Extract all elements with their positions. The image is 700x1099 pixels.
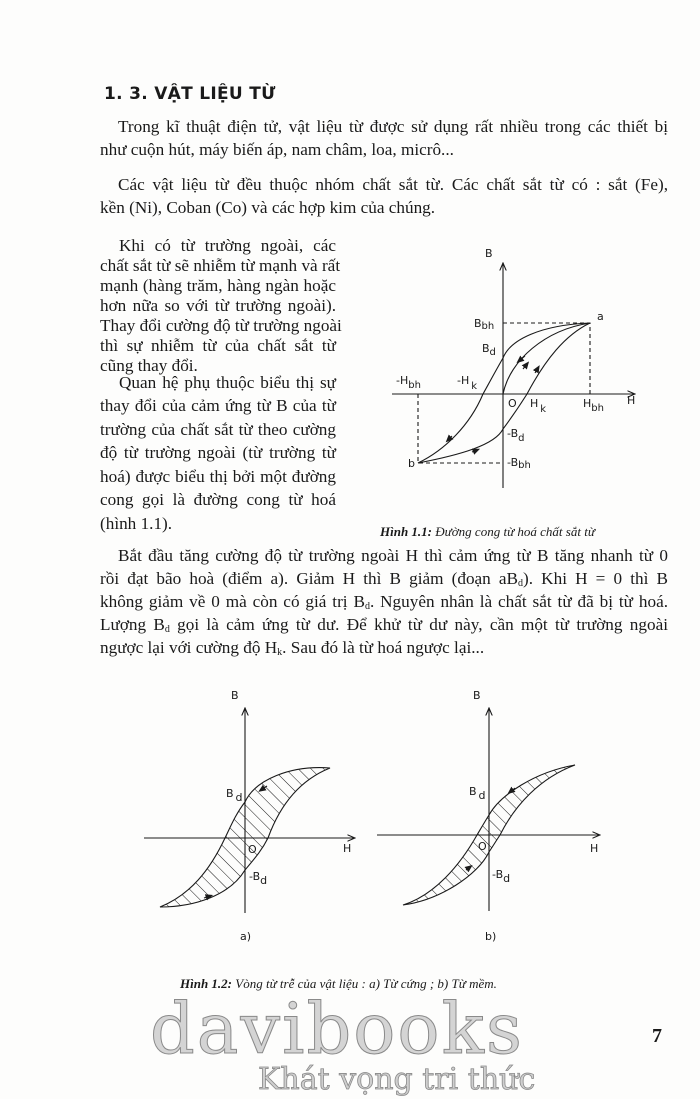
axis-label-b: B xyxy=(473,689,481,702)
subscript: d xyxy=(518,578,524,589)
origin-label: O xyxy=(248,843,257,856)
text: rồi đạt bão hoà (điểm a). Giảm H thì B giảm (đoạn aB xyxy=(100,569,519,588)
label-neg-bbh: -Bbh xyxy=(507,456,531,471)
para3-line-4: hơn nữa so với từ trường ngoài). xyxy=(100,296,336,315)
para3-line-1: Khi có từ trường ngoài, các xyxy=(119,236,336,255)
axis-label-h: H xyxy=(590,842,599,855)
label-bd: B d xyxy=(226,787,243,804)
label-hk: H k xyxy=(530,397,547,415)
para4-line-1: Quan hệ phụ thuộc biểu thị sự xyxy=(119,373,336,392)
panel-label-b: b) xyxy=(485,930,497,943)
para3-line-5: Thay đổi cường độ từ trường ngoài xyxy=(100,316,342,335)
text: không giảm về 0 mà còn có giá trị B xyxy=(100,592,365,611)
para4-line-6: cong gọi là đường cong từ hoá xyxy=(100,490,336,509)
label-neg-bd: -Bd xyxy=(249,870,268,887)
text: ngược lại với cường độ H xyxy=(100,638,278,657)
para4-line-4: độ từ trường ngoài (từ trường từ xyxy=(100,443,336,462)
figure-1-caption-text: Đường cong từ hoá chất sắt từ xyxy=(432,524,595,539)
figure-2b-soft-magnetic-loop xyxy=(377,708,600,911)
text: Lượng B xyxy=(100,615,165,634)
figure-2-caption-text: Vòng từ trễ của vật liệu : a) Từ cứng ; b) Từ mềm. xyxy=(232,976,497,991)
para2-line-1: Các vật liệu từ đều thuộc nhóm chất sắt từ. Các chất sắt từ có : sắt (Fe), xyxy=(118,175,668,194)
arrow xyxy=(523,364,527,369)
para4-line-5: hoá) được biểu thị bởi một đường xyxy=(100,467,336,486)
figure-2-caption-label: Hình 1.2: xyxy=(180,976,233,991)
figure-1-caption-label: Hình 1.1: xyxy=(380,524,433,539)
axis-label-h: H xyxy=(343,842,352,855)
label-neg-hbh: -Hbh xyxy=(396,374,421,391)
text: ). Khi H = 0 thì B xyxy=(523,569,668,588)
initial-magnetization-curve xyxy=(503,323,590,394)
panel-label-a: a) xyxy=(240,930,252,943)
label-neg-bd: -Bd xyxy=(492,868,511,885)
origin-label: O xyxy=(478,840,487,853)
label-bd: B d xyxy=(469,785,486,802)
para2-line-2: kền (Ni), Coban (Co) và các hợp kim của chúng. xyxy=(100,198,436,217)
subscript: k xyxy=(277,647,283,658)
descending-branch xyxy=(418,323,590,463)
watermark-slogan: Khát vọng tri thức xyxy=(258,1062,536,1097)
para1-line-2: như cuộn hút, máy biến áp, nam châm, loa, micrô... xyxy=(100,140,454,159)
para4-line-3: trường của chất sắt từ theo cường xyxy=(100,420,336,439)
label-neg-hk: -H k xyxy=(457,374,478,392)
arrow xyxy=(535,368,538,373)
text: . Sau đó là từ hoá ngược lại... xyxy=(282,638,485,657)
ascending-branch xyxy=(418,323,590,463)
figure-1-hysteresis-curve xyxy=(392,263,635,488)
para3-line-2: chất sắt từ sẽ nhiễm từ mạnh và rất xyxy=(100,256,341,275)
para3-line-6: thì sự nhiễm từ của chất sắt từ xyxy=(100,336,336,355)
origin-label: O xyxy=(508,397,517,410)
point-label-b: b xyxy=(408,457,415,470)
para4-line-7: (hình 1.1). xyxy=(100,514,173,533)
subscript: d xyxy=(364,601,370,612)
label-bd: Bd xyxy=(482,342,496,358)
arrow xyxy=(472,450,477,452)
point-label-a: a xyxy=(597,310,604,323)
para5-line-1: Bắt đầu tăng cường độ từ trường ngoài H thì cảm ứng từ B tăng nhanh từ 0 xyxy=(118,546,668,565)
arrow xyxy=(519,356,525,361)
para1-line-1: Trong kĩ thuật điện tử, vật liệu từ được sử dụng rất nhiều trong các thiết bị xyxy=(118,117,668,136)
section-heading: 1. 3. VẬT LIỆU TỪ xyxy=(104,84,276,104)
text: gọi là cảm ứng từ dư. Để khử từ dư này, cần một từ trường ngoài xyxy=(169,615,668,634)
dashed-guides xyxy=(418,323,590,463)
label-hbh: Hbh xyxy=(583,397,604,414)
figure-1-labels xyxy=(396,247,635,471)
para4-line-2: thay đổi của cảm ứng từ B của từ xyxy=(100,396,336,415)
axis-label-b: B xyxy=(231,689,239,702)
axis-label-h: H xyxy=(627,394,636,407)
para3-line-3: mạnh (hàng trăm, hàng ngàn hoặc xyxy=(100,276,336,295)
axis-label-b: B xyxy=(485,247,493,260)
para3-line-7: cũng thay đổi. xyxy=(100,356,198,375)
watermark-brand: davibooks xyxy=(150,988,524,1070)
page-number: 7 xyxy=(652,1025,662,1047)
subscript: d xyxy=(164,624,170,635)
text: . Nguyên nhân là chất sắt từ đã bị từ hoá. xyxy=(369,592,668,611)
label-bbh: Bbh xyxy=(474,317,495,332)
label-neg-bd: -Bd xyxy=(507,427,525,444)
